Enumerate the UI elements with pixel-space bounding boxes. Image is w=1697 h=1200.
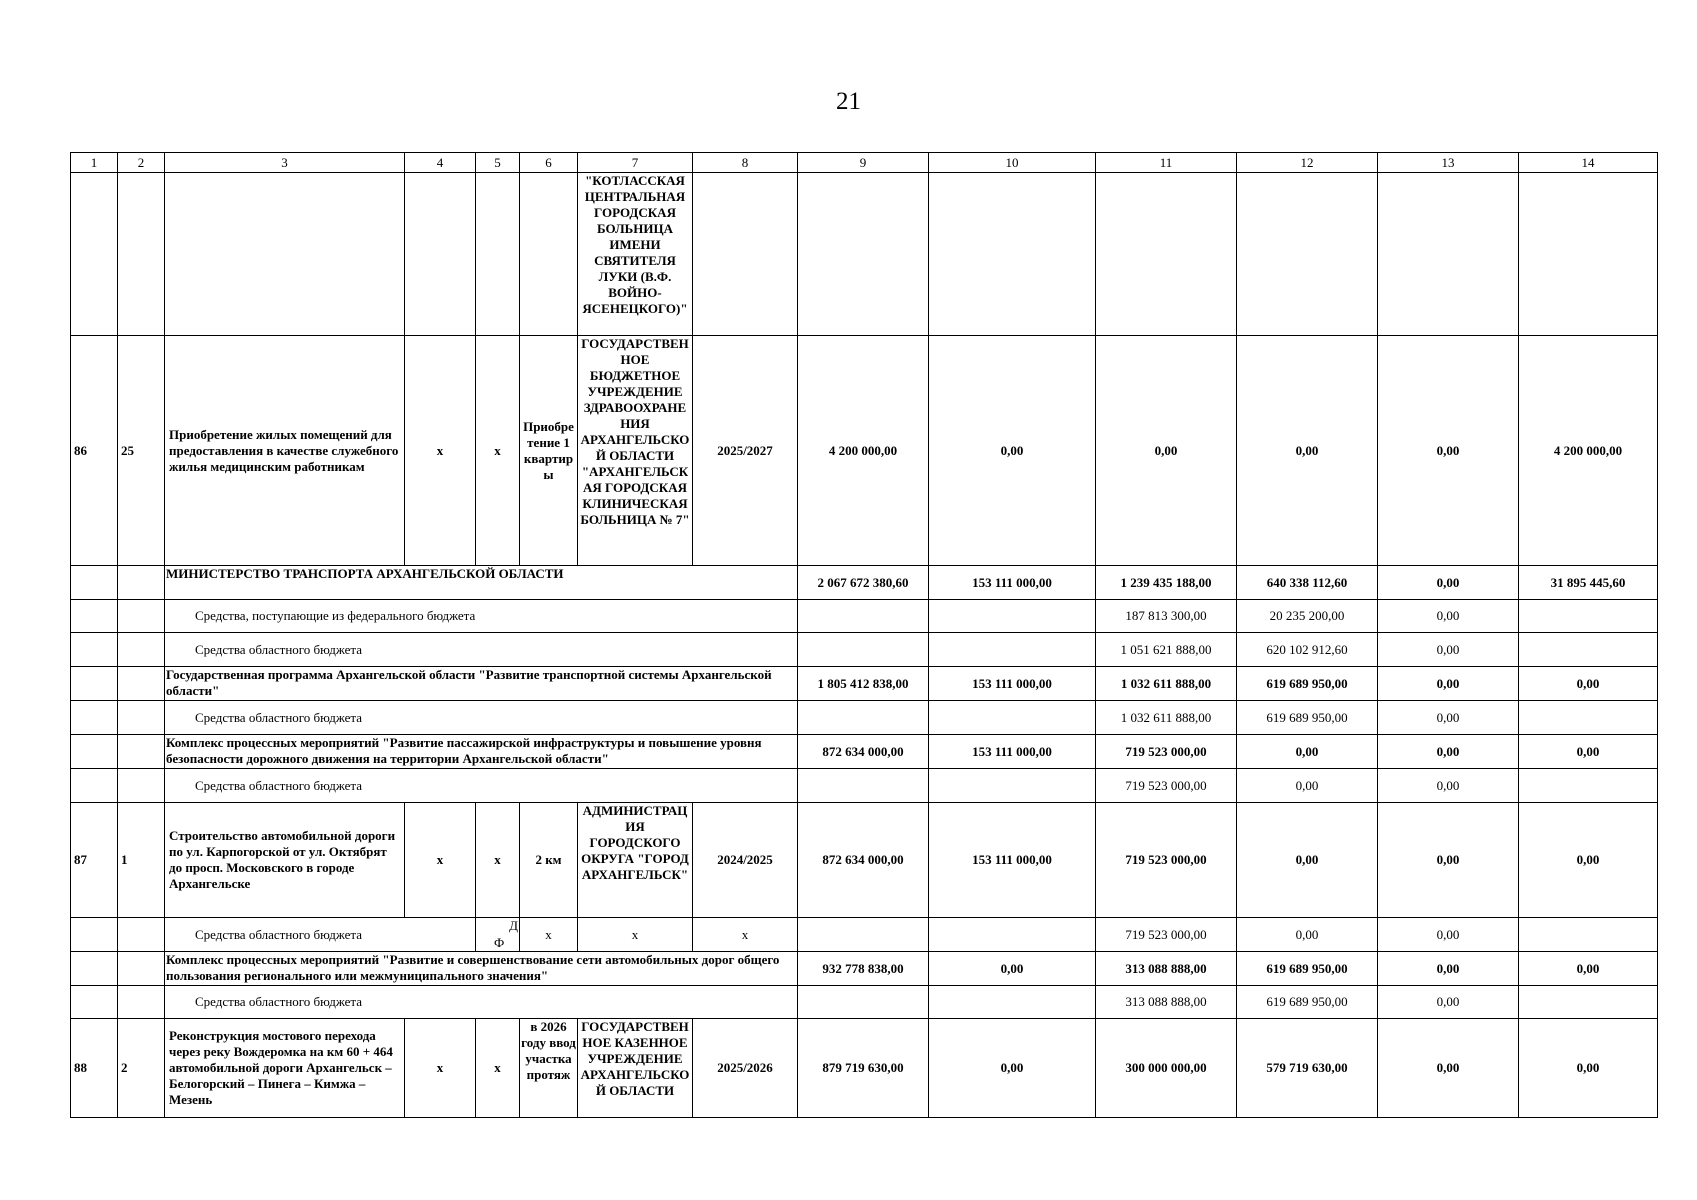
- funding-source-label: Средства областного бюджета: [165, 986, 798, 1019]
- value-col13: 0,00: [1378, 769, 1519, 803]
- program-title: Государственная программа Архангельской области "Развитие транспортной системы Архангельской области": [165, 667, 798, 701]
- value-col10: 0,00: [929, 1019, 1096, 1118]
- value-col14: 0,00: [1519, 735, 1658, 769]
- value-col11: 300 000 000,00: [1096, 1019, 1237, 1118]
- cell-col4: х: [405, 1019, 476, 1118]
- column-header: 9: [798, 153, 929, 173]
- cell-col5: х: [476, 803, 520, 918]
- row-subnumber: 25: [118, 336, 165, 566]
- column-header: 12: [1237, 153, 1378, 173]
- value-col11: 1 051 621 888,00: [1096, 633, 1237, 667]
- funding-source-label: Средства, поступающие из федерального бюджета: [165, 600, 798, 633]
- value-col9: 4 200 000,00: [798, 336, 929, 566]
- cell-empty: [929, 769, 1096, 803]
- column-header: 11: [1096, 153, 1237, 173]
- table-row-regional-funds: [71, 918, 1658, 952]
- cell-empty: [118, 769, 165, 803]
- process-complex-title: Комплекс процессных мероприятий "Развитие и совершенствование сети автомобильных дорог общего пользования регионального или межмуниципального значения": [165, 952, 798, 986]
- value-col13: 0,00: [1378, 566, 1519, 600]
- cell-empty: [929, 173, 1096, 336]
- cell-col7: х: [578, 918, 693, 952]
- value-col10: 153 111 000,00: [929, 735, 1096, 769]
- table-row-88: [71, 1019, 1658, 1118]
- cell-col8: х: [693, 918, 798, 952]
- value-col11: 0,00: [1096, 336, 1237, 566]
- capacity-cell: 2 км: [520, 803, 578, 918]
- row-subnumber: 2: [118, 1019, 165, 1118]
- cell-empty: [71, 173, 118, 336]
- value-col11: 313 088 888,00: [1096, 952, 1237, 986]
- table-row-regional-funds: [71, 701, 1658, 735]
- cell-empty: [929, 701, 1096, 735]
- budget-table: [70, 152, 1658, 1118]
- cell-empty: [1519, 633, 1658, 667]
- cell-empty: [118, 952, 165, 986]
- page-number: 21: [836, 88, 861, 115]
- column-header: 14: [1519, 153, 1658, 173]
- row-subnumber: 1: [118, 803, 165, 918]
- value-col13: 0,00: [1378, 918, 1519, 952]
- value-col12: 0,00: [1237, 769, 1378, 803]
- cell-empty: [1519, 701, 1658, 735]
- value-col12: 0,00: [1237, 918, 1378, 952]
- cell-empty: [929, 986, 1096, 1019]
- value-col13: 0,00: [1378, 600, 1519, 633]
- column-number-row: [71, 153, 1658, 173]
- value-col14: 0,00: [1519, 667, 1658, 701]
- cell-empty: [798, 769, 929, 803]
- column-header: 8: [693, 153, 798, 173]
- value-col13: 0,00: [1378, 701, 1519, 735]
- value-col13: 0,00: [1378, 735, 1519, 769]
- organization-cell: ГОСУДАРСТВЕННОЕ КАЗЕННОЕ УЧРЕЖДЕНИЕ АРХАНГЕЛЬСКОЙ ОБЛАСТИ: [578, 1019, 693, 1118]
- table-row-regional-funds: [71, 769, 1658, 803]
- cell-empty: [71, 952, 118, 986]
- cell-empty: [118, 633, 165, 667]
- period-cell: 2025/2027: [693, 336, 798, 566]
- cell-col5: х: [476, 1019, 520, 1118]
- value-col10: 153 111 000,00: [929, 803, 1096, 918]
- value-col14: 31 895 445,60: [1519, 566, 1658, 600]
- funding-code-f: Ф: [494, 935, 505, 950]
- value-col12: 619 689 950,00: [1237, 701, 1378, 735]
- cell-empty: [693, 173, 798, 336]
- value-col10: 153 111 000,00: [929, 566, 1096, 600]
- row-number: 88: [71, 1019, 118, 1118]
- table-row-86: [71, 336, 1658, 566]
- cell-empty: [71, 566, 118, 600]
- value-col9: 1 805 412 838,00: [798, 667, 929, 701]
- organization-cell: "КОТЛАССКАЯ ЦЕНТРАЛЬНАЯ ГОРОДСКАЯ БОЛЬНИЦА ИМЕНИ СВЯТИТЕЛЯ ЛУКИ (В.Ф. ВОЙНО-ЯСЕНЕЦКОГО)": [578, 173, 693, 336]
- funding-source-label: Средства областного бюджета: [165, 918, 476, 952]
- cell-col5: х: [476, 336, 520, 566]
- value-col9: 932 778 838,00: [798, 952, 929, 986]
- cell-empty: [1378, 173, 1519, 336]
- column-header: 2: [118, 153, 165, 173]
- cell-empty: [405, 173, 476, 336]
- capacity-cell: Приобретение 1 квартиры: [520, 336, 578, 566]
- cell-empty: [71, 667, 118, 701]
- cell-empty: [118, 701, 165, 735]
- cell-empty: [71, 701, 118, 735]
- process-complex-title: Комплекс процессных мероприятий "Развитие пассажирской инфраструктуры и повышение уровня безопасности дорожного движения на территории Архангельской области": [165, 735, 798, 769]
- cell-empty: [520, 173, 578, 336]
- value-col11: 1 032 611 888,00: [1096, 701, 1237, 735]
- value-col13: 0,00: [1378, 336, 1519, 566]
- cell-empty: [71, 918, 118, 952]
- value-col12: 0,00: [1237, 803, 1378, 918]
- cell-empty: [1519, 173, 1658, 336]
- value-col13: 0,00: [1378, 667, 1519, 701]
- value-col11: 719 523 000,00: [1096, 803, 1237, 918]
- table-row-regional-funds: [71, 633, 1658, 667]
- organization-cell: ГОСУДАРСТВЕННОЕ БЮДЖЕТНОЕ УЧРЕЖДЕНИЕ ЗДРАВООХРАНЕНИЯ АРХАНГЕЛЬСКОЙ ОБЛАСТИ "АРХАНГЕЛЬСКАЯ ГОРОДСКАЯ КЛИНИЧЕСКАЯ БОЛЬНИЦА № 7": [578, 336, 693, 566]
- value-col11: 187 813 300,00: [1096, 600, 1237, 633]
- cell-empty: [1237, 173, 1378, 336]
- cell-empty: [798, 701, 929, 735]
- value-col11: 313 088 888,00: [1096, 986, 1237, 1019]
- cell-empty: [71, 600, 118, 633]
- cell-empty: [71, 633, 118, 667]
- capacity-cell: в 2026 году ввод участка протяж: [520, 1019, 578, 1118]
- row-number: 86: [71, 336, 118, 566]
- cell-empty: [118, 173, 165, 336]
- table-row-process-complex: [71, 735, 1658, 769]
- cell-empty: [118, 735, 165, 769]
- funding-source-label: Средства областного бюджета: [165, 701, 798, 735]
- cell-empty: [1519, 769, 1658, 803]
- cell-empty: [1096, 173, 1237, 336]
- value-col11: 1 032 611 888,00: [1096, 667, 1237, 701]
- value-col12: 0,00: [1237, 735, 1378, 769]
- column-header: 5: [476, 153, 520, 173]
- value-col9: 872 634 000,00: [798, 735, 929, 769]
- cell-empty: [929, 600, 1096, 633]
- cell-empty: [165, 173, 405, 336]
- organization-cell: АДМИНИСТРАЦИЯ ГОРОДСКОГО ОКРУГА "ГОРОД АРХАНГЕЛЬСК": [578, 803, 693, 918]
- value-col12: 20 235 200,00: [1237, 600, 1378, 633]
- cell-empty: [71, 735, 118, 769]
- funding-source-label: Средства областного бюджета: [165, 633, 798, 667]
- cell-empty: [118, 918, 165, 952]
- row-number: 87: [71, 803, 118, 918]
- project-name: Строительство автомобильной дороги по ул. Карпогорской от ул. Октябрят до просп. Московского в городе Архангельске: [165, 803, 405, 918]
- value-col12: 619 689 950,00: [1237, 667, 1378, 701]
- value-col13: 0,00: [1378, 952, 1519, 986]
- cell-col4: х: [405, 803, 476, 918]
- value-col13: 0,00: [1378, 1019, 1519, 1118]
- cell-col6: х: [520, 918, 578, 952]
- value-col11: 719 523 000,00: [1096, 769, 1237, 803]
- cell-empty: [1519, 986, 1658, 1019]
- value-col9: 2 067 672 380,60: [798, 566, 929, 600]
- project-name: Приобретение жилых помещений для предоставления в качестве служебного жилья медицинским работникам: [165, 336, 405, 566]
- funding-code-d: Д: [509, 918, 518, 933]
- cell-empty: [1519, 600, 1658, 633]
- cell-empty: [798, 600, 929, 633]
- value-col12: 619 689 950,00: [1237, 986, 1378, 1019]
- value-col14: 0,00: [1519, 803, 1658, 918]
- table-row-87: [71, 803, 1658, 918]
- value-col13: 0,00: [1378, 633, 1519, 667]
- column-header: 6: [520, 153, 578, 173]
- value-col10: 153 111 000,00: [929, 667, 1096, 701]
- value-col12: 620 102 912,60: [1237, 633, 1378, 667]
- value-col14: 0,00: [1519, 1019, 1658, 1118]
- cell-empty: [798, 633, 929, 667]
- value-col11: 719 523 000,00: [1096, 735, 1237, 769]
- cell-empty: [71, 769, 118, 803]
- table-row-federal-funds: [71, 600, 1658, 633]
- cell-empty: [798, 173, 929, 336]
- cell-col4: х: [405, 336, 476, 566]
- value-col14: 0,00: [1519, 952, 1658, 986]
- cell-empty: [798, 986, 929, 1019]
- cell-empty: [929, 633, 1096, 667]
- cell-empty: [476, 173, 520, 336]
- period-cell: 2024/2025: [693, 803, 798, 918]
- table-row-ministry: [71, 566, 1658, 600]
- ministry-title: МИНИСТЕРСТВО ТРАНСПОРТА АРХАНГЕЛЬСКОЙ ОБЛАСТИ: [165, 566, 798, 600]
- value-col11: 1 239 435 188,00: [1096, 566, 1237, 600]
- value-col14: 4 200 000,00: [1519, 336, 1658, 566]
- cell-empty: [118, 600, 165, 633]
- funding-code-cell: [476, 918, 520, 952]
- table-row-process-complex: [71, 952, 1658, 986]
- cell-empty: [929, 918, 1096, 952]
- column-header: 4: [405, 153, 476, 173]
- funding-source-label: Средства областного бюджета: [165, 769, 798, 803]
- value-col10: 0,00: [929, 336, 1096, 566]
- cell-empty: [118, 986, 165, 1019]
- column-header: 1: [71, 153, 118, 173]
- value-col11: 719 523 000,00: [1096, 918, 1237, 952]
- table-row-continuation: [71, 173, 1658, 336]
- value-col10: 0,00: [929, 952, 1096, 986]
- column-header: 13: [1378, 153, 1519, 173]
- cell-empty: [1519, 918, 1658, 952]
- cell-empty: [118, 667, 165, 701]
- cell-empty: [798, 918, 929, 952]
- table-row-regional-funds: [71, 986, 1658, 1019]
- value-col13: 0,00: [1378, 803, 1519, 918]
- column-header: 7: [578, 153, 693, 173]
- value-col13: 0,00: [1378, 986, 1519, 1019]
- value-col9: 879 719 630,00: [798, 1019, 929, 1118]
- period-cell: 2025/2026: [693, 1019, 798, 1118]
- column-header: 3: [165, 153, 405, 173]
- cell-empty: [71, 986, 118, 1019]
- value-col12: 640 338 112,60: [1237, 566, 1378, 600]
- value-col12: 0,00: [1237, 336, 1378, 566]
- table-row-state-program: [71, 667, 1658, 701]
- value-col12: 579 719 630,00: [1237, 1019, 1378, 1118]
- column-header: 10: [929, 153, 1096, 173]
- project-name: Реконструкция мостового перехода через реку Вождеромка на км 60 + 464 автомобильной дороги Архангельск – Белогорский – Пинега – Кимжа – Мезень: [165, 1019, 405, 1118]
- value-col12: 619 689 950,00: [1237, 952, 1378, 986]
- value-col9: 872 634 000,00: [798, 803, 929, 918]
- cell-empty: [118, 566, 165, 600]
